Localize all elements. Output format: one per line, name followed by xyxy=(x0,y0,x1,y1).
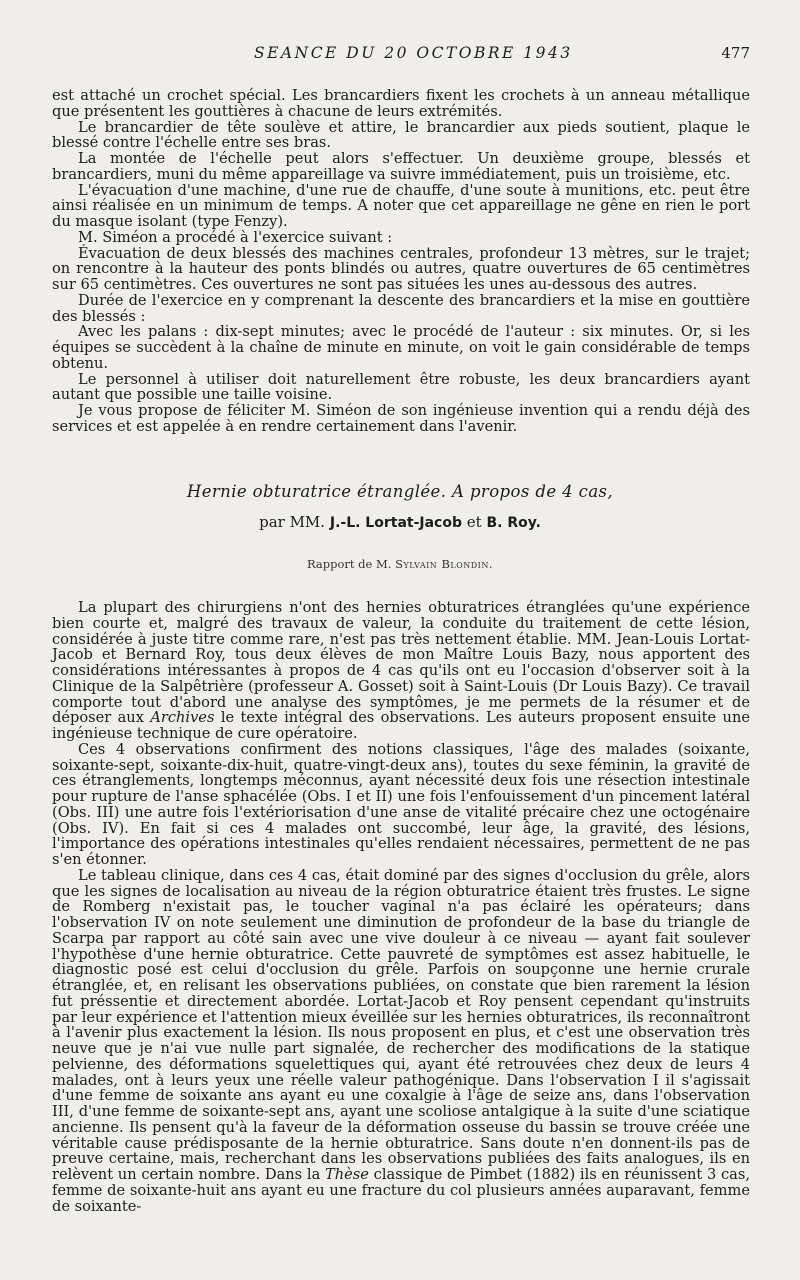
emphasis: Thèse xyxy=(325,1166,369,1183)
article-body xyxy=(52,600,750,1214)
author-name: B. Roy. xyxy=(486,515,541,531)
paragraph: Ces 4 observations confirment des notions classiques, l'âge des malades (soixante, soixante-sept, soixante-dix-huit, quatre-vingt-deux ans), toutes du sexe féminin, la gravité de ces étranglements, longtemps méconnus, ayant nécessité deux fois une résection intestinale pour rupture de l'anse sphacélée (Obs. I et II) une fois l'enfouissement d'un pincement latéral (Obs. III) une autre fois l'extériorisation d'une anse de vitalité précaire chez une octogénaire (Obs. IV). En fait si ces 4 malades ont succombé, leur âge, la gravité, des lésions, l'importance des opérations intestinales qu'elles rendaient nécessaires, permettent de ne pas s'en étonner. xyxy=(52,740,750,868)
paragraph xyxy=(52,868,750,1215)
paragraph: L'évacuation d'une machine, d'une rue de chauffe, d'une soute à munitions, etc. peut être ainsi réalisée en un minimum de temps. A noter que cet appareillage ne gêne en rien le port du masque isolant (type Fenzy). xyxy=(52,181,750,230)
paragraph: Je vous propose de féliciter M. Siméon de son ingénieuse invention qui a rendu déjà des services et est appelée à en rendre certainement dans l'avenir. xyxy=(52,402,750,435)
paragraph xyxy=(52,600,750,742)
text-run: le texte intégral des observations. Les auteurs proposent ensuite une ingénieuse technique de cure opératoire. xyxy=(52,709,750,742)
report-author: Sylvain Blondin. xyxy=(395,557,493,571)
byline-and: et xyxy=(466,513,482,531)
author-name: J.-L. Lortat-Jacob xyxy=(329,515,462,531)
paragraph: Le personnel à utiliser doit naturellement être robuste, les deux brancardiers ayant autant que possible une taille voisine. xyxy=(52,370,750,404)
previous-article-text xyxy=(52,88,750,435)
byline-prefix: par MM. xyxy=(259,513,326,531)
paragraph: La montée de l'échelle peut alors s'effectuer. Un deuxième groupe, blessés et brancardiers, muni du même appareillage va suivre immédiatement, puis un troisième, etc. xyxy=(52,150,750,183)
paragraph: M. Siméon a procédé à l'exercice suivant : xyxy=(78,228,393,246)
text-run: Le tableau clinique, dans ces 4 cas, était dominé par des signes d'occlusion du grêle, alors que les signes de localisation au niveau de la région obturatrice étaient très frustes. Le signe de Romberg n'existait pas, le toucher vaginal n'a pas éclairé les opérateurs; dans l'observation IV on note seulement une diminution de profondeur de la base du triangle de Scarpa par rapport au côté sain avec une vive douleur à ce niveau — ayant fait soulever l'hypothèse d'une hernie obturatrice. Cette pauvreté de symptômes est assez habituelle, le diagnostic posé est celui d'occlusion du grêle. Parfois on soupçonne une hernie crurale étranglée, et, en relisant les observations publiées, on constate que bien rarement la lésion fut préssentie et directement abordée. Lortat-Jacob et Roy pensent cependant qu'instruits par leur expérience et l'attention mieux éveillée sur les hernies obturatrices, ils reconnaîtront à l'avenir plus exactement la lésion. Ils nous proposent en plus, et c'est une observation très neuve que je n'ai vue nulle part signalée, de rechercher des modifications de la statique pelvienne, des déformations squelettiques qui, ayant été retrouvées chez deux de leurs 4 malades, ont à leurs yeux une réelle valeur pathogénique. Dans l'observation I il s'agissait d'une femme de soixante ans ayant eu une coxalgie à l'âge de seize ans, dans l'observation III, d'une femme de soixante-sept ans, ayant une scoliose antalgique à la suite d'une sciatique ancienne. Ils pensent qu'à la faveur de la déformation osseuse du bassin se trouve créée une véritable cause prédisposante de la hernie obturatrice. Sans doute n'en donnent-ils pas de preuve certaine, mais, recherchant dans les observations publiées des faits analogues, ils en relèvent un certain nombre. Dans la xyxy=(52,866,750,1183)
paragraph: Évacuation de deux blessés des machines centrales, profondeur 13 mètres, sur le trajet; on rencontre à la hauteur des ponts blindés ou autres, quatre ouvertures de 65 centimètres sur 65 centimètres. Ces ouvertures ne sont pas situées les unes au-dessous des autres. xyxy=(52,244,750,293)
text-run: classique de Pimbet (1882) ils en réunissent 3 cas, femme de soixante-huit ans ayant eu une fracture du col plusieurs années auparavant, femme de soixante- xyxy=(52,1166,750,1215)
running-head xyxy=(0,44,800,66)
article-title: Hernie obturatrice étranglée. A propos de 4 cas, xyxy=(186,482,614,501)
report-line xyxy=(0,557,800,571)
running-title: SEANCE DU 20 OCTOBRE 1943 xyxy=(254,44,573,62)
paragraph: Avec les palans : dix-sept minutes; avec le procédé de l'auteur : six minutes. Or, si les équipes se succèdent à la chaîne de minute en minute, on voit le gain considérable de temps obtenu. xyxy=(52,323,750,372)
report-prefix: Rapport de M. xyxy=(306,557,392,571)
emphasis: Archives xyxy=(150,709,215,727)
paragraph: Durée de l'exercice en y comprenant la descente des brancardiers et la mise en gouttière des blessés : xyxy=(52,291,750,325)
byline xyxy=(0,513,800,531)
paragraph: Le brancardier de tête soulève et attire, le brancardier aux pieds soutient, plaque le blessé contre l'échelle entre ses bras. xyxy=(52,118,750,152)
paragraph: est attaché un crochet spécial. Les brancardiers fixent les crochets à un anneau métallique que présentent les gouttières à chacune de leurs extrémités. xyxy=(52,87,750,120)
text-run: La plupart des chirurgiens n'ont des hernies obturatrices étranglées qu'une expérience bien courte et, malgré des travaux de valeur, la conduite du traitement de cette lésion, considérée à juste titre comme rare, n'est pas très nettement établie. MM. Jean-Louis Lortat-Jacob et Bernard Roy, tous deux élèves de mon Maître Louis Bazy, nous apportent des considérations intéressantes à propos de 4 cas qu'ils ont eu l'occasion d'observer soit à la Clinique de la Salpêtrière (professeur A. Gosset) soit à Saint-Louis (Dr Louis Bazy). Ce travail comporte tout d'abord une analyse des symptômes, je me permets de la résumer et de déposer aux xyxy=(52,599,750,727)
page-number: 477 xyxy=(721,44,750,62)
